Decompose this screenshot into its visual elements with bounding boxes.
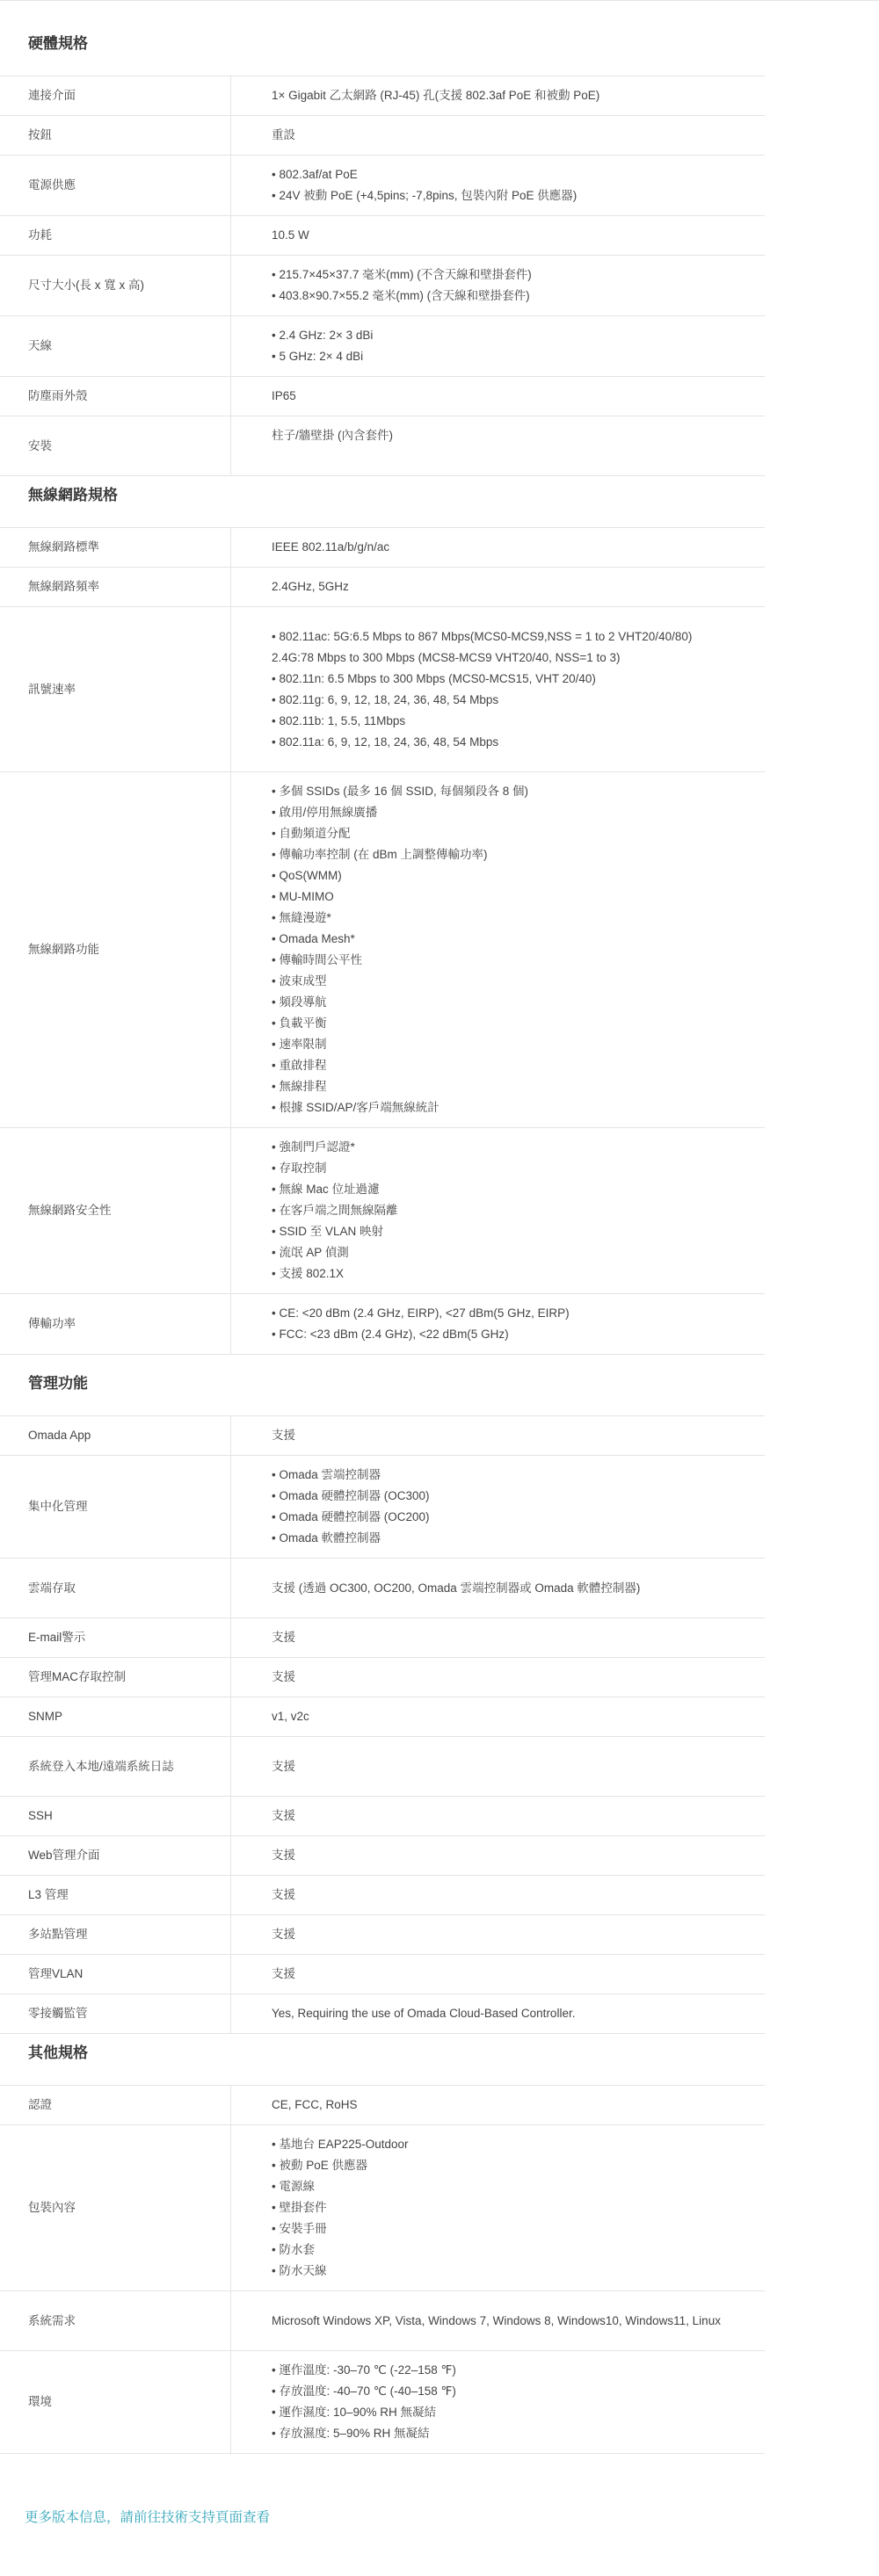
spec-list-item: • 無線 Mac 位址過濾	[272, 1179, 730, 1200]
spec-value	[231, 1697, 766, 1737]
spec-label: 天線	[0, 316, 231, 377]
top-divider	[0, 0, 879, 1]
spec-list-item: • 運作溫度: -30–70 ℃ (-22–158 ℉)	[272, 2360, 730, 2381]
spec-value	[231, 772, 766, 1128]
spec-row	[0, 2086, 765, 2125]
spec-value-text: 支援	[272, 1967, 295, 1980]
spec-row	[0, 1994, 765, 2034]
spec-value	[231, 1955, 766, 1994]
spec-label: 包裝內容	[0, 2125, 231, 2291]
spec-label: 防塵雨外殼	[0, 377, 231, 416]
spec-value-text: 重設	[272, 128, 295, 141]
spec-label: 按鈕	[0, 116, 231, 156]
spec-table	[0, 1415, 765, 2034]
spec-label: Web管理介面	[0, 1836, 231, 1876]
spec-value	[231, 156, 766, 216]
spec-row	[0, 116, 765, 156]
spec-label: 功耗	[0, 216, 231, 256]
spec-row	[0, 316, 765, 377]
spec-label: 安裝	[0, 416, 231, 476]
spec-list-item: • 速率限制	[272, 1034, 730, 1055]
spec-label: 多站點管理	[0, 1915, 231, 1955]
spec-value-text: Yes, Requiring the use of Omada Cloud-Based Controller.	[272, 2007, 576, 2020]
spec-list-item: • 負載平衡	[272, 1013, 730, 1034]
spec-label: 管理MAC存取控制	[0, 1658, 231, 1697]
spec-value-text: 支援 (透過 OC300, OC200, Omada 雲端控制器或 Omada 軟體控制器)	[272, 1581, 641, 1595]
spec-list-item: • 存取控制	[272, 1158, 730, 1179]
spec-row	[0, 76, 765, 116]
spec-value	[231, 76, 766, 116]
spec-list-item: • 403.8×90.7×55.2 毫米(mm) (含天線和壁掛套件)	[272, 286, 730, 307]
spec-value	[231, 116, 766, 156]
spec-list-item: • 波束成型	[272, 971, 730, 992]
spec-value-text: 支援	[272, 1670, 295, 1683]
spec-list-item: • 傳輸時間公平性	[272, 950, 730, 971]
spec-list-item: • 防水天線	[272, 2261, 730, 2282]
spec-label: E-mail警示	[0, 1618, 231, 1658]
spec-value	[231, 1737, 766, 1797]
spec-value-text: 柱子/牆壁掛 (內含套件)	[272, 429, 393, 442]
spec-value	[231, 2086, 766, 2125]
spec-list-item: • 在客戶端之間無線隔離	[272, 1200, 730, 1221]
spec-list-item: • 被動 PoE 供應器	[272, 2155, 730, 2176]
spec-row	[0, 1559, 765, 1618]
spec-list-item: • FCC: <23 dBm (2.4 GHz), <22 dBm(5 GHz)	[272, 1324, 730, 1345]
spec-row	[0, 1618, 765, 1658]
spec-list-item: • 存放濕度: 5–90% RH 無凝結	[272, 2423, 730, 2444]
spec-row	[0, 1697, 765, 1737]
spec-list-item: • 無線排程	[272, 1076, 730, 1097]
spec-value	[231, 1658, 766, 1697]
spec-list-item: • 自動頻道分配	[272, 823, 730, 844]
spec-value	[231, 1559, 766, 1618]
spec-value	[231, 1915, 766, 1955]
spec-row	[0, 1737, 765, 1797]
spec-value	[231, 1836, 766, 1876]
spec-table	[0, 527, 765, 1355]
spec-list-item: • 802.11ac: 5G:6.5 Mbps to 867 Mbps(MCS0-MCS9,NSS = 1 to 2 VHT20/40/80) 2.4G:78 Mbps to 300 Mbps (MCS8-MCS9 VHT20/40, NSS=1 to 3)	[272, 626, 730, 669]
spec-section	[0, 485, 765, 1355]
spec-value	[231, 377, 766, 416]
spec-row	[0, 772, 765, 1128]
spec-label: 環境	[0, 2351, 231, 2454]
spec-label: Omada App	[0, 1416, 231, 1456]
spec-label: 認證	[0, 2086, 231, 2125]
spec-label: SNMP	[0, 1697, 231, 1737]
spec-label: 無線網路頻率	[0, 568, 231, 607]
spec-label: 零接觸監管	[0, 1994, 231, 2034]
spec-value-text: CE, FCC, RoHS	[272, 2098, 358, 2111]
spec-list-item: • 強制門戶認證*	[272, 1137, 730, 1158]
spec-value	[231, 607, 766, 772]
spec-row	[0, 2125, 765, 2291]
spec-value-text: 支援	[272, 1928, 295, 1941]
spec-value	[231, 316, 766, 377]
spec-label: 無線網路標準	[0, 528, 231, 568]
spec-list-item: • 電源線	[272, 2176, 730, 2197]
spec-value	[231, 1128, 766, 1294]
spec-row	[0, 1658, 765, 1697]
spec-label: 管理VLAN	[0, 1955, 231, 1994]
spec-row	[0, 1456, 765, 1559]
spec-row	[0, 377, 765, 416]
section-title: 無線網路規格	[28, 487, 118, 503]
spec-list-item: • 215.7×45×37.7 毫米(mm) (不含天線和壁掛套件)	[272, 264, 730, 286]
spec-list-item: • CE: <20 dBm (2.4 GHz, EIRP), <27 dBm(5 GHz, EIRP)	[272, 1303, 730, 1324]
section-title: 其他規格	[28, 2044, 88, 2061]
spec-value-text: 1× Gigabit 乙太網路 (RJ-45) 孔(支援 802.3af PoE 和被動 PoE)	[272, 89, 600, 102]
spec-row	[0, 528, 765, 568]
spec-value	[231, 216, 766, 256]
spec-label: 集中化管理	[0, 1456, 231, 1559]
spec-value-text: 2.4GHz, 5GHz	[272, 580, 349, 593]
spec-label: 尺寸大小(長 x 寬 x 高)	[0, 256, 231, 316]
spec-row	[0, 1836, 765, 1876]
spec-list-item: • 傳輸功率控制 (在 dBm 上調整傳輸功率)	[272, 844, 730, 865]
spec-table	[0, 76, 765, 476]
spec-value	[231, 1797, 766, 1836]
spec-value-text: 支援	[272, 1809, 295, 1822]
spec-list-item: • 根據 SSID/AP/客戶端無線統計	[272, 1097, 730, 1118]
spec-list-item: • Omada Mesh*	[272, 929, 730, 950]
spec-list-item: • 存放溫度: -40–70 ℃ (-40–158 ℉)	[272, 2381, 730, 2402]
spec-value	[231, 2351, 766, 2454]
spec-list-item: • SSID 至 VLAN 映射	[272, 1221, 730, 1242]
spec-list-item: • 壁掛套件	[272, 2197, 730, 2218]
spec-value-text: 支援	[272, 1888, 295, 1901]
spec-value	[231, 1876, 766, 1915]
spec-list-item: • 流氓 AP 偵測	[272, 1242, 730, 1263]
section-title: 管理功能	[28, 1375, 88, 1392]
spec-list-item: • QoS(WMM)	[272, 865, 730, 886]
spec-row	[0, 2351, 765, 2454]
spec-list-item: • MU-MIMO	[272, 886, 730, 908]
spec-list-item: • 基地台 EAP225-Outdoor	[272, 2134, 730, 2155]
spec-list-item: • 頻段導航	[272, 992, 730, 1013]
spec-list-item: • 802.11a: 6, 9, 12, 18, 24, 36, 48, 54 Mbps	[272, 732, 730, 753]
spec-row	[0, 1955, 765, 1994]
spec-value	[231, 256, 766, 316]
spec-list-item: • 802.11b: 1, 5.5, 11Mbps	[272, 711, 730, 732]
section-title: 硬體規格	[28, 35, 88, 52]
spec-label: 無線網路安全性	[0, 1128, 231, 1294]
spec-value	[231, 1618, 766, 1658]
spec-row	[0, 2291, 765, 2351]
spec-list-item: • 2.4 GHz: 2× 3 dBi	[272, 325, 730, 346]
spec-list-item: • 無縫漫遊*	[272, 908, 730, 929]
spec-list-item: • 啟用/停用無線廣播	[272, 802, 730, 823]
spec-value-text: 10.5 W	[272, 228, 309, 242]
spec-list-item: • 重啟排程	[272, 1055, 730, 1076]
spec-value-text: v1, v2c	[272, 1710, 309, 1723]
spec-value	[231, 2291, 766, 2351]
spec-label: 訊號速率	[0, 607, 231, 772]
spec-label: 系統需求	[0, 2291, 231, 2351]
spec-section	[0, 33, 765, 476]
spec-value	[231, 2125, 766, 2291]
spec-table	[0, 2085, 765, 2454]
spec-row	[0, 216, 765, 256]
spec-label: 無線網路功能	[0, 772, 231, 1128]
more-versions-link[interactable]: 更多版本信息，請前往技術支持頁面查看	[25, 2510, 271, 2525]
spec-value-text: 支援	[272, 1631, 295, 1644]
spec-row	[0, 1416, 765, 1456]
spec-row	[0, 256, 765, 316]
spec-list-item: • 安裝手冊	[272, 2218, 730, 2240]
spec-row	[0, 1915, 765, 1955]
spec-row	[0, 1128, 765, 1294]
spec-value-text: 支援	[272, 1759, 295, 1773]
spec-list-item: • 支援 802.1X	[272, 1263, 730, 1284]
spec-list-item: • 多個 SSIDs (最多 16 個 SSID, 每個頻段各 8 個)	[272, 781, 730, 802]
spec-value	[231, 568, 766, 607]
spec-list-item: • 802.3af/at PoE	[272, 164, 730, 185]
spec-section	[0, 2043, 765, 2454]
spec-row	[0, 607, 765, 772]
spec-value-text: IEEE 802.11a/b/g/n/ac	[272, 540, 390, 554]
spec-row	[0, 156, 765, 216]
spec-row	[0, 1294, 765, 1355]
spec-list-item: • 5 GHz: 2× 4 dBi	[272, 346, 730, 367]
spec-label: 系統登入本地/遠端系統日誌	[0, 1737, 231, 1797]
spec-label: 傳輸功率	[0, 1294, 231, 1355]
spec-value-text: IP65	[272, 389, 296, 402]
spec-row	[0, 416, 765, 476]
spec-label: SSH	[0, 1797, 231, 1836]
spec-list-item: • Omada 硬體控制器 (OC200)	[272, 1507, 730, 1528]
spec-section	[0, 1373, 765, 2034]
spec-value-text: Microsoft Windows XP, Vista, Windows 7, Windows 8, Windows10, Windows11, Linux	[272, 2313, 721, 2327]
spec-list-item: • 防水套	[272, 2240, 730, 2261]
spec-value-text: 支援	[272, 1429, 295, 1442]
spec-list-item: • 802.11g: 6, 9, 12, 18, 24, 36, 48, 54 Mbps	[272, 690, 730, 711]
spec-label: 連接介面	[0, 76, 231, 116]
spec-value	[231, 1994, 766, 2034]
spec-list-item: • 802.11n: 6.5 Mbps to 300 Mbps (MCS0-MCS15, VHT 20/40)	[272, 669, 730, 690]
spec-value	[231, 416, 766, 476]
spec-list-item: • Omada 軟體控制器	[272, 1528, 730, 1549]
spec-list-item: • Omada 硬體控制器 (OC300)	[272, 1486, 730, 1507]
spec-label: 雲端存取	[0, 1559, 231, 1618]
spec-list-item: • 運作濕度: 10–90% RH 無凝結	[272, 2402, 730, 2423]
spec-list-item: • Omada 雲端控制器	[272, 1465, 730, 1486]
spec-label: 電源供應	[0, 156, 231, 216]
spec-value-text: 支援	[272, 1849, 295, 1862]
spec-value	[231, 1456, 766, 1559]
spec-list-item: • 24V 被動 PoE (+4,5pins; -7,8pins, 包裝內附 PoE 供應器)	[272, 185, 730, 206]
spec-row	[0, 1876, 765, 1915]
spec-label: L3 管理	[0, 1876, 231, 1915]
spec-value	[231, 1294, 766, 1355]
spec-value	[231, 528, 766, 568]
spec-row	[0, 568, 765, 607]
spec-value	[231, 1416, 766, 1456]
spec-row	[0, 1797, 765, 1836]
